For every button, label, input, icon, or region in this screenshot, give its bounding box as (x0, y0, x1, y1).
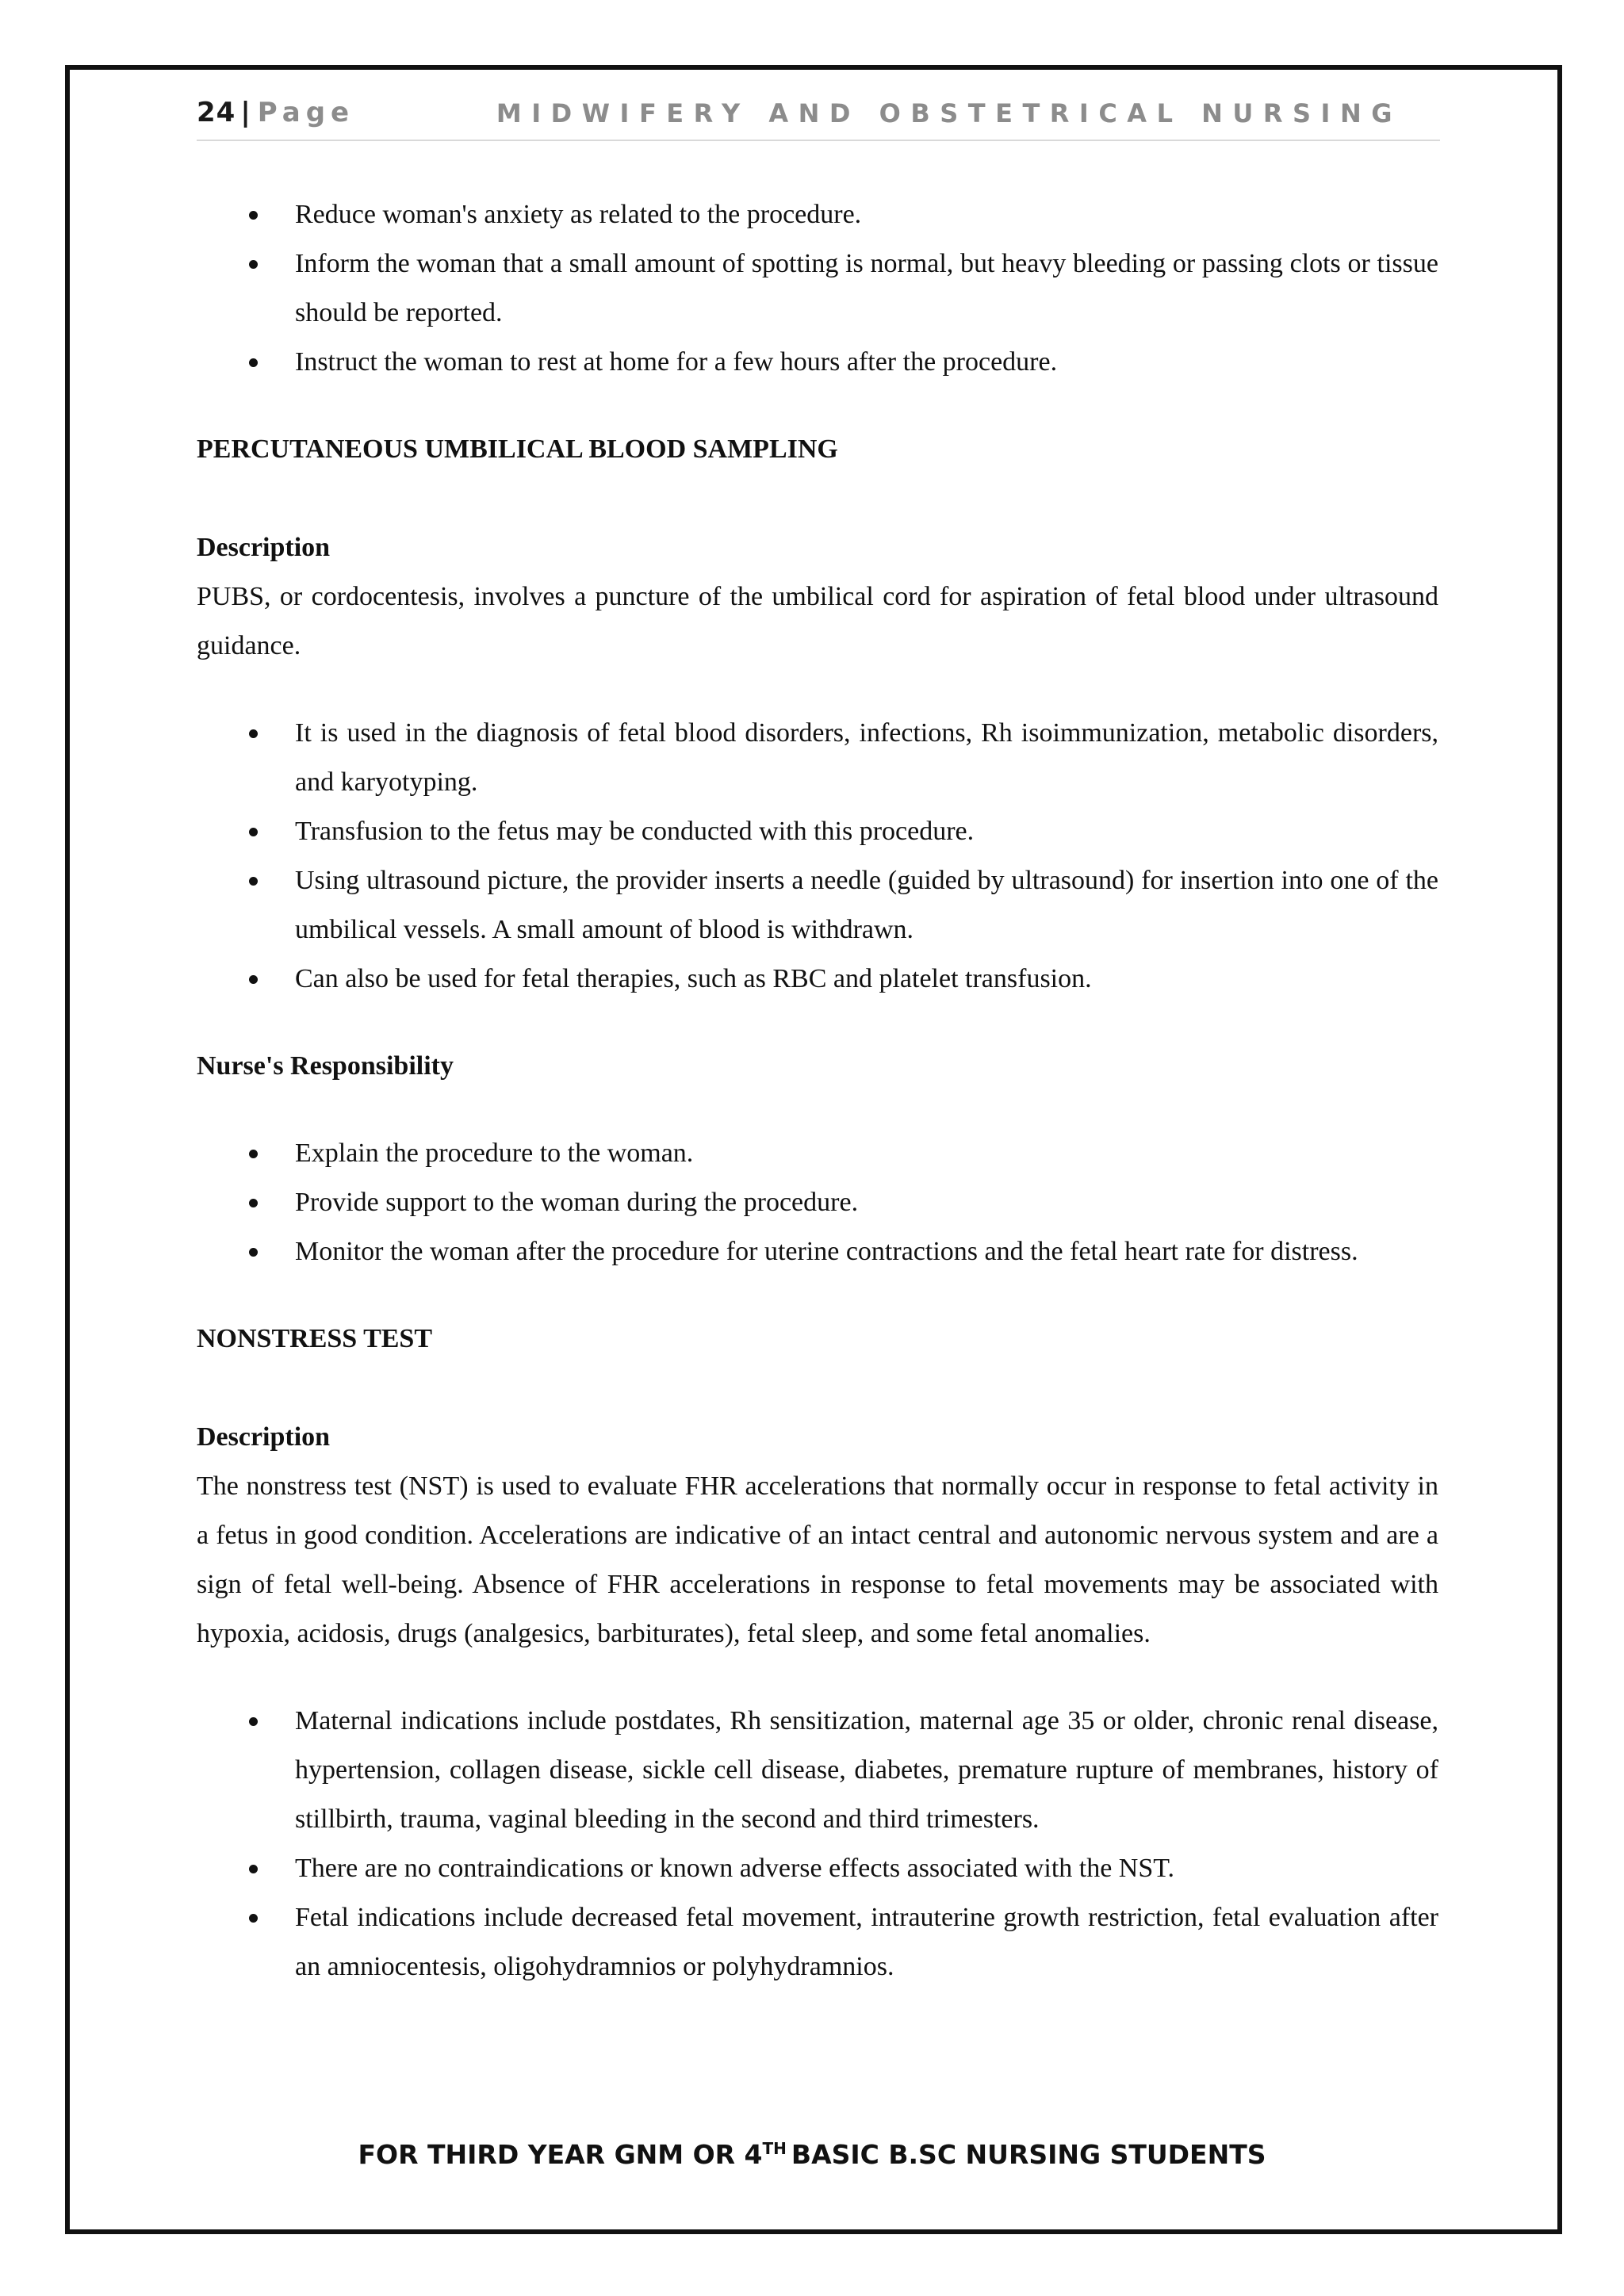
pubs-bullet-list (197, 709, 1438, 1004)
responsibility-bullet-list (197, 1129, 1438, 1276)
list-item: Monitor the woman after the procedure for uterine contractions and the fetal heart rate for distress. (197, 1227, 1438, 1276)
page-number (197, 97, 354, 128)
page-footer (0, 2139, 1624, 2170)
nurse-responsibility-heading: Nurse's Responsibility (197, 1051, 454, 1081)
list-item: Explain the procedure to the woman. (197, 1129, 1438, 1178)
section-title-nst: NONSTRESS TEST (197, 1324, 433, 1353)
nst-bullet-list (197, 1697, 1438, 1992)
list-item: Using ultrasound picture, the provider inserts a needle (guided by ultrasound) for insertion into one of the umbilical vessels. A small amount of blood is withdrawn. (197, 856, 1438, 955)
page-word: Page (257, 97, 355, 128)
list-item: Fetal indications include decreased fetal movement, intrauterine growth restriction, fetal evaluation after an amniocentesis, oligohydramnios or polyhydramnios. (197, 1893, 1438, 1992)
page-number-value: 24 (197, 97, 236, 128)
pubs-description: PUBS, or cordocentesis, involves a puncture of the umbilical cord for aspiration of fetal blood under ultrasound guidance. (197, 582, 1438, 660)
footer-superscript: TH (762, 2139, 787, 2158)
pubs-description-heading: Description (197, 533, 331, 562)
list-item: Reduce woman's anxiety as related to the procedure. (197, 190, 1438, 239)
list-item: Inform the woman that a small amount of spotting is normal, but heavy bleeding or passing clots or tissue should be reported. (197, 239, 1438, 338)
list-item: It is used in the diagnosis of fetal blood disorders, infections, Rh isoimmunization, metabolic disorders, and karyotyping. (197, 709, 1438, 807)
page-header (197, 94, 1440, 141)
list-item: Transfusion to the fetus may be conducted with this procedure. (197, 807, 1438, 856)
intro-bullet-list (197, 190, 1438, 387)
list-item: Maternal indications include postdates, Rh sensitization, maternal age 35 or older, chronic renal disease, hypertension, collagen disease, sickle cell disease, diabetes, premature rupture of membranes, history of stillbirth, trauma, vaginal bleeding in the second and third trimesters. (197, 1697, 1438, 1844)
list-item: Instruct the woman to rest at home for a few hours after the procedure. (197, 338, 1438, 387)
list-item: Can also be used for fetal therapies, such as RBC and platelet transfusion. (197, 955, 1438, 1004)
list-item: Provide support to the woman during the procedure. (197, 1178, 1438, 1227)
page-content (197, 190, 1438, 1992)
nst-description-heading: Description (197, 1422, 331, 1452)
section-title-pubs: PERCUTANEOUS UMBILICAL BLOOD SAMPLING (197, 434, 838, 464)
footer-text-end: BASIC B.SC NURSING STUDENTS (791, 2139, 1266, 2170)
page-number-separator: | (240, 97, 251, 128)
list-item: There are no contraindications or known adverse effects associated with the NST. (197, 1844, 1438, 1893)
footer-text-start: FOR THIRD YEAR GNM OR 4 (358, 2139, 763, 2170)
book-title: MIDWIFERY AND OBSTETRICAL NURSING (496, 98, 1402, 128)
nst-description: The nonstress test (NST) is used to evaluate FHR accelerations that normally occur in response to fetal activity in a fetus in good condition. Accelerations are indicative of an intact central and autonomic nervous system and are a sign of fetal well-being. Absence of FHR accelerations in response to fetal movements may be associated with hypoxia, acidosis, drugs (analgesics, barbiturates), fetal sleep, and some fetal anomalies. (197, 1471, 1438, 1648)
